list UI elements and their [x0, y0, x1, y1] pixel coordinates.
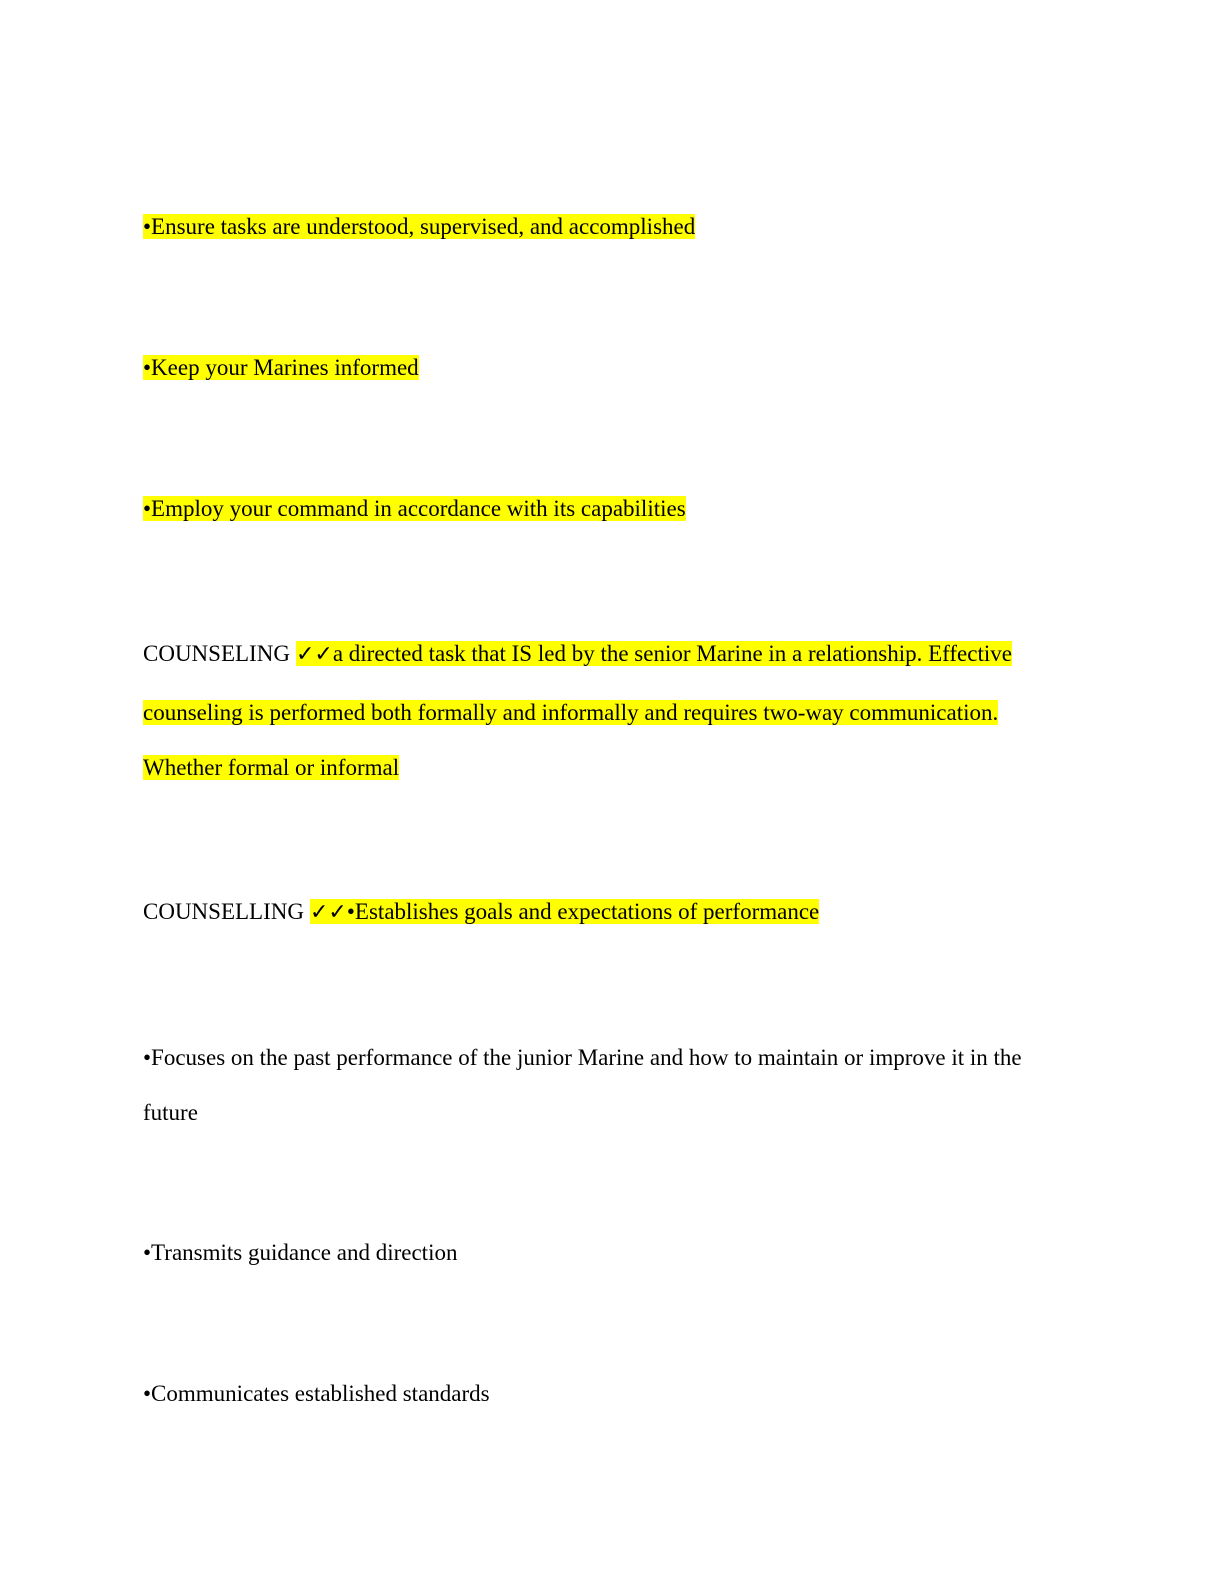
counseling-entry-line1 — [143, 638, 1012, 671]
bullet-focuses-line2 — [143, 1097, 198, 1129]
body-text: future — [143, 1100, 198, 1125]
body-text: •Focuses on the past performance of the junior Marine and how to maintain or improve it in the — [143, 1045, 1022, 1070]
counseling-term: COUNSELING — [143, 641, 290, 666]
counselling-definition: •Establishes goals and expectations of performance — [346, 899, 820, 924]
body-text: •Transmits guidance and direction — [143, 1240, 458, 1265]
bullet-ensure-tasks — [143, 211, 695, 243]
bullet-transmits — [143, 1237, 457, 1269]
body-text: •Communicates established standards — [143, 1381, 490, 1406]
counseling-entry-line2 — [143, 697, 998, 729]
highlighted-text: •Keep your Marines informed — [143, 355, 419, 380]
bullet-focuses-line1 — [143, 1042, 1022, 1074]
highlighted-text: •Employ your command in accordance with its capabilities — [143, 496, 686, 521]
counseling-definition-line1: a directed task that IS led by the senior Marine in a relationship. Effective — [332, 641, 1012, 666]
bullet-employ-command — [143, 493, 686, 525]
checkmark-icon: ✓✓ — [310, 900, 347, 925]
counselling-term: COUNSELLING — [143, 899, 304, 924]
bullet-keep-informed — [143, 352, 419, 384]
bullet-communicates — [143, 1378, 490, 1410]
counseling-definition-line3: Whether formal or informal — [143, 755, 400, 780]
highlighted-text: •Ensure tasks are understood, supervised, and accomplished — [143, 214, 696, 239]
counselling-entry — [143, 896, 819, 929]
counseling-definition-line2: counseling is performed both formally and informally and requires two-way communication. — [143, 700, 999, 725]
counseling-entry-line3 — [143, 752, 399, 784]
checkmark-icon: ✓✓ — [295, 642, 333, 667]
